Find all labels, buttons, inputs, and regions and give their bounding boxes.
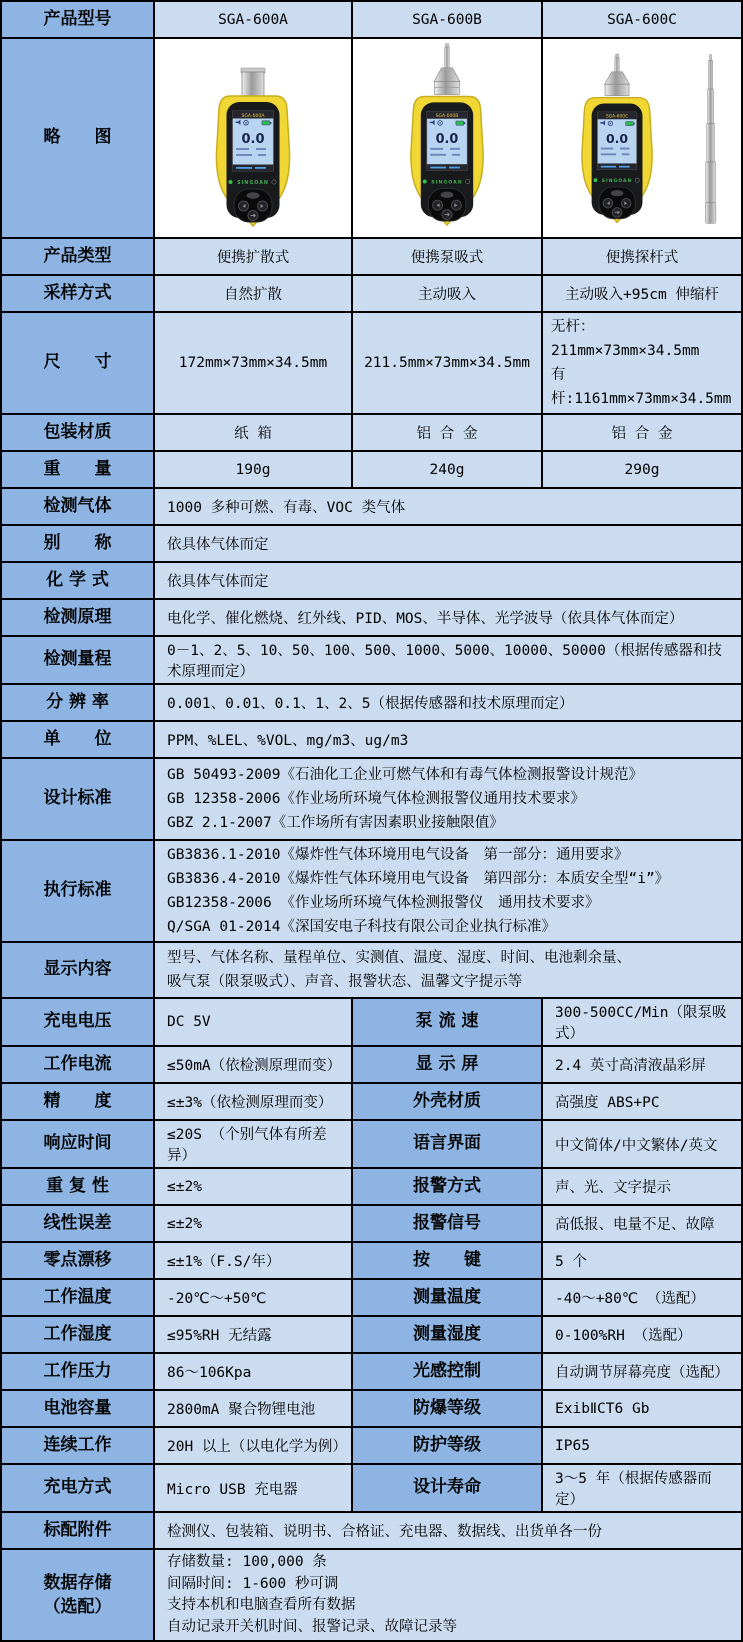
row-zero-drift-buttons <box>2 1243 741 1280</box>
row-label: 执行标准 <box>2 841 155 941</box>
cell-value: 高强度 ABS+PC <box>543 1084 741 1119</box>
screen-model-text: SGA-600A <box>241 113 265 119</box>
cell-value: 高低报、电量不足、故障 <box>543 1206 741 1241</box>
screen-row-mark <box>622 153 630 155</box>
row-label: 工作压力 <box>2 1354 155 1389</box>
display-line: 型号、气体名称、量程单位、实测值、温度、湿度、时间、电池剩余量、 <box>167 950 631 966</box>
row-label: 精 度 <box>2 1084 155 1119</box>
cell-value: 声、光、文字提示 <box>543 1169 741 1204</box>
rod-segment <box>706 162 716 202</box>
row-dimensions <box>2 313 741 415</box>
cell-value: 5 个 <box>543 1243 741 1278</box>
model-c-name: SGA-600C <box>543 2 741 37</box>
cell-value: 便携扩散式 <box>155 239 353 274</box>
row-label: 泵 流 速 <box>353 999 543 1045</box>
cell-value: Micro USB 充电器 <box>155 1465 353 1511</box>
row-label: 工作电流 <box>2 1047 155 1082</box>
row-label: 电池容量 <box>2 1391 155 1426</box>
row-charging-method-design-life <box>2 1465 741 1513</box>
screen-model-text: SGA-600B <box>435 114 459 120</box>
cell-value: 主动吸入+95cm 伸缩杆 <box>543 276 741 311</box>
cell-value: 86～106Kpa <box>155 1354 353 1389</box>
row-label: 外壳材质 <box>353 1084 543 1119</box>
screen-row-mark <box>601 153 616 155</box>
rod-segment <box>707 124 715 162</box>
screen-row-mark <box>236 148 249 150</box>
storage-line: 间隔时间: 1-600 秒可调 <box>167 1575 339 1592</box>
row-label: 单 位 <box>2 722 155 757</box>
row-product-type <box>2 239 741 276</box>
cell-value <box>543 313 741 413</box>
dimension-line: 无杆：211mm×73mm×34.5mm <box>551 319 700 359</box>
status-led <box>229 180 233 184</box>
row-unit <box>2 722 741 759</box>
cell-value: 铝 合 金 <box>353 415 543 450</box>
rod-segment <box>708 89 714 124</box>
display-line: 吸气泵（限泵吸式）、声音、报警状态、温馨文字提示等 <box>167 974 523 990</box>
row-label: 防爆等级 <box>353 1391 543 1426</box>
row-resolution <box>2 685 741 722</box>
pump-cone <box>605 72 630 84</box>
row-label: 充电电压 <box>2 999 155 1045</box>
row-label: 报警方式 <box>353 1169 543 1204</box>
cell-value: -40～+80℃ （选配） <box>543 1280 741 1315</box>
cell-value: -20℃～+50℃ <box>155 1280 353 1315</box>
cell-value: 0-100%RH （选配） <box>543 1317 741 1352</box>
menu-button <box>441 192 454 198</box>
cell-value: ExibⅡCT6 Gb <box>543 1391 741 1426</box>
cell-value: 检测仪、包装箱、说明书、合格证、充电器、数据线、出货单各一份 <box>155 1513 741 1548</box>
cell-value: 0.001、0.01、0.1、1、2、5（根据传感器和技术原理而定） <box>155 685 741 720</box>
row-working-humidity-measure-humidity <box>2 1317 741 1354</box>
row-label: 测量湿度 <box>353 1317 543 1352</box>
cell-value: 自动调节屏幕亮度（选配） <box>543 1354 741 1389</box>
cell-value: ≤±2% <box>155 1206 353 1241</box>
row-label: 显 示 屏 <box>353 1047 543 1082</box>
device-illustration-probe-rod <box>547 42 737 234</box>
cell-value: 铝 合 金 <box>543 415 741 450</box>
cell-value: 便携泵吸式 <box>353 239 543 274</box>
cell-value: IP65 <box>543 1428 741 1463</box>
cell-value: PPM、%LEL、%VOL、mg/m3、ug/m3 <box>155 722 741 757</box>
row-label: 按 键 <box>353 1243 543 1278</box>
screen-footer-mark <box>430 167 446 169</box>
pump-cone <box>434 68 460 82</box>
row-data-storage <box>2 1550 741 1640</box>
row-product-model <box>2 2 741 39</box>
brand-text: SINGOAN <box>237 181 269 186</box>
brand-text: SINGOAN <box>601 179 633 185</box>
product-photo-sga600a <box>155 39 353 237</box>
cell-value: ≤50mA（依检测原理而变） <box>155 1047 353 1082</box>
probe-rod <box>615 57 619 71</box>
label-line: （选配） <box>43 1597 112 1617</box>
row-label: 显示内容 <box>2 943 155 997</box>
battery-nub <box>634 123 635 125</box>
row-label: 设计寿命 <box>353 1465 543 1511</box>
screen-row-mark <box>452 154 460 156</box>
row-battery-explosion-proof <box>2 1391 741 1428</box>
cell-value: 电化学、催化燃烧、红外线、PID、MOS、半导体、光学波导（依具体气体而定） <box>155 600 741 635</box>
row-display-content <box>2 943 741 999</box>
row-label: 检测量程 <box>2 637 155 683</box>
row-repeatability-alarm-mode <box>2 1169 741 1206</box>
cell-value: 中文简体/中文繁体/英文 <box>543 1121 741 1167</box>
row-label: 充电方式 <box>2 1465 155 1511</box>
screen-reading: 0.0 <box>606 130 629 146</box>
row-charge-voltage-pump-flow <box>2 999 741 1047</box>
cell-value <box>155 1550 741 1640</box>
cell-value: 便携探杆式 <box>543 239 741 274</box>
screen-footer-mark <box>236 167 252 169</box>
cell-value: 290g <box>543 452 741 487</box>
cell-value: 0－1、2、5、10、50、100、500、1000、5000、10000、50000（根据传感器和技术原理而定） <box>155 637 741 683</box>
telescopic-rod <box>705 55 716 224</box>
battery-nub <box>464 122 465 124</box>
cell-value: 300-500CC/Min（限泵吸式） <box>543 999 741 1045</box>
battery-icon <box>626 121 634 125</box>
row-label: 检测原理 <box>2 600 155 635</box>
cell-value: ≤95%RH 无结露 <box>155 1317 353 1352</box>
row-linearity-alarm-signal <box>2 1206 741 1243</box>
battery-icon <box>262 121 270 125</box>
row-working-pressure-light-control <box>2 1354 741 1391</box>
row-working-temp-measure-temp <box>2 1280 741 1317</box>
cell-value: 3～5 年（根据传感器而定） <box>543 1465 741 1511</box>
cell-value: DC 5V <box>155 999 353 1045</box>
cell-value: 自然扩散 <box>155 276 353 311</box>
screen-reading: 0.0 <box>241 132 265 147</box>
rod-handle <box>705 202 716 223</box>
cell-value: 211.5mm×73mm×34.5mm <box>353 313 543 413</box>
rod-tip <box>709 55 711 61</box>
menu-button <box>611 190 623 196</box>
battery-nub <box>270 122 271 124</box>
standard-line: GB12358-2006 《作业场所环境气体检测报警仪 通用技术要求》 <box>167 895 600 911</box>
product-photo-sga600b <box>353 39 543 237</box>
standard-line: GB 12358-2006《作业场所环境气体检测报警仪通用技术要求》 <box>167 791 585 807</box>
dimension-line: 有杆:1161mm×73mm×34.5mm <box>551 367 732 407</box>
row-label: 检测气体 <box>2 489 155 524</box>
row-label: 响应时间 <box>2 1121 155 1167</box>
cell-value <box>155 759 741 839</box>
row-detected-gas <box>2 489 741 526</box>
row-label: 别 称 <box>2 526 155 561</box>
cell-value: 240g <box>353 452 543 487</box>
row-label: 防护等级 <box>353 1428 543 1463</box>
fan-hub <box>245 122 247 124</box>
status-led <box>423 180 427 184</box>
screen-row-mark <box>258 154 266 156</box>
row-alias <box>2 526 741 563</box>
row-label: 工作湿度 <box>2 1317 155 1352</box>
cell-value: 2800mA 聚合物锂电池 <box>155 1391 353 1426</box>
cell-value: 1000 多种可燃、有毒、VOC 类气体 <box>155 489 741 524</box>
cell-value: 依具体气体而定 <box>155 526 741 561</box>
standard-line: Q/SGA 01-2014《深国安电子科技有限公司企业执行标准》 <box>167 919 556 935</box>
screen-model-text: SGA-600C <box>605 114 629 120</box>
row-label: 语言界面 <box>353 1121 543 1167</box>
probe-rod <box>445 47 450 68</box>
screen-row-mark <box>236 154 252 156</box>
standard-line: GB3836.4-2010《爆炸性气体环境用电气设备 第四部分：本质安全型“i”》 <box>167 871 670 887</box>
row-continuous-work-protection <box>2 1428 741 1465</box>
cell-value: 纸 箱 <box>155 415 353 450</box>
model-a-name: SGA-600A <box>155 2 353 37</box>
row-label: 光感控制 <box>353 1354 543 1389</box>
storage-line: 支持本机和电脑查看所有数据 <box>167 1597 356 1613</box>
cell-value: ≤±1%（F.S/年） <box>155 1243 353 1278</box>
row-label: 设计标准 <box>2 759 155 839</box>
row-detection-range <box>2 637 741 685</box>
cell-value: 172mm×73mm×34.5mm <box>155 313 353 413</box>
screen-reading: 0.0 <box>435 131 459 147</box>
row-response-time-language <box>2 1121 741 1169</box>
screen-row-mark <box>620 148 630 150</box>
row-label: 产品型号 <box>2 2 155 37</box>
row-label: 采样方式 <box>2 276 155 311</box>
row-label: 分 辨 率 <box>2 685 155 720</box>
screen-row-mark <box>430 154 446 156</box>
row-accuracy-shell-material <box>2 1084 741 1121</box>
screen-footer-mark <box>255 167 266 169</box>
screen-row-mark <box>256 148 266 150</box>
screen-footer-mark <box>601 166 616 168</box>
row-design-standards <box>2 759 741 841</box>
standard-line: GB3836.1-2010《爆炸性气体环境用电气设备 第一部分：通用要求》 <box>167 847 629 863</box>
row-packaging <box>2 415 741 452</box>
row-label: 包装材质 <box>2 415 155 450</box>
cell-value: 依具体气体而定 <box>155 563 741 598</box>
row-label: 连续工作 <box>2 1428 155 1463</box>
storage-line: 存储数量: 100,000 条 <box>167 1554 327 1570</box>
storage-line: 自动记录开关机时间、报警记录、故障记录等 <box>167 1618 457 1635</box>
cell-value: ≤±2% <box>155 1169 353 1204</box>
row-detection-principle <box>2 600 741 637</box>
screen-row-mark <box>601 148 613 150</box>
brand-text: SINGOAN <box>431 180 463 186</box>
row-working-current-display <box>2 1047 741 1084</box>
row-label <box>2 1550 155 1640</box>
device-illustration-diffusion <box>167 42 339 234</box>
cell-value: ≤20S （个别气体有所差异） <box>155 1121 353 1167</box>
screen-footer-mark <box>619 166 630 168</box>
row-label: 零点漂移 <box>2 1243 155 1278</box>
row-chemical-formula <box>2 563 741 600</box>
fan-hub <box>439 122 441 124</box>
row-label: 化 学 式 <box>2 563 155 598</box>
standard-line: GBZ 2.1-2007《工作场所有害因素职业接触限值》 <box>167 815 504 831</box>
row-label: 尺 寸 <box>2 313 155 413</box>
screen-row-mark <box>430 148 443 150</box>
row-standard-accessories <box>2 1513 741 1550</box>
cell-value: 主动吸入 <box>353 276 543 311</box>
row-label: 报警信号 <box>353 1206 543 1241</box>
rod-segment <box>709 60 713 89</box>
product-photo-sga600c <box>543 39 741 237</box>
cell-value: ≤±3%（依检测原理而变） <box>155 1084 353 1119</box>
screen-footer-mark <box>449 167 460 169</box>
cell-value: 2.4 英寸高清液晶彩屏 <box>543 1047 741 1082</box>
model-b-name: SGA-600B <box>353 2 543 37</box>
standard-line: GB 50493-2009《石油化工企业可燃气体和有毒气体检测报警设计规范》 <box>167 767 643 783</box>
battery-icon <box>456 121 464 125</box>
device-group <box>582 54 652 222</box>
pump-collar <box>435 82 460 95</box>
cell-value: 190g <box>155 452 353 487</box>
row-label: 重 复 性 <box>2 1169 155 1204</box>
row-label: 测量温度 <box>353 1280 543 1315</box>
cell-value <box>155 943 741 997</box>
device-illustration-pump <box>363 42 531 234</box>
screen-row-mark <box>450 148 460 150</box>
fan-hub <box>610 123 612 125</box>
status-led <box>594 178 598 182</box>
row-label: 标配附件 <box>2 1513 155 1548</box>
row-label: 产品类型 <box>2 239 155 274</box>
cell-value: 20H 以上（以电化学为例） <box>155 1428 353 1463</box>
row-label: 略 图 <box>2 39 155 237</box>
pump-collar <box>605 84 629 96</box>
row-weight <box>2 452 741 489</box>
menu-button <box>247 192 260 198</box>
row-label: 线性误差 <box>2 1206 155 1241</box>
row-executive-standards <box>2 841 741 943</box>
row-sketch <box>2 39 741 239</box>
row-label: 重 量 <box>2 452 155 487</box>
cell-value <box>155 841 741 941</box>
row-label: 工作温度 <box>2 1280 155 1315</box>
row-sampling-method <box>2 276 741 313</box>
label-line: 数据存储 <box>43 1573 112 1593</box>
sensor-cap <box>242 72 264 96</box>
